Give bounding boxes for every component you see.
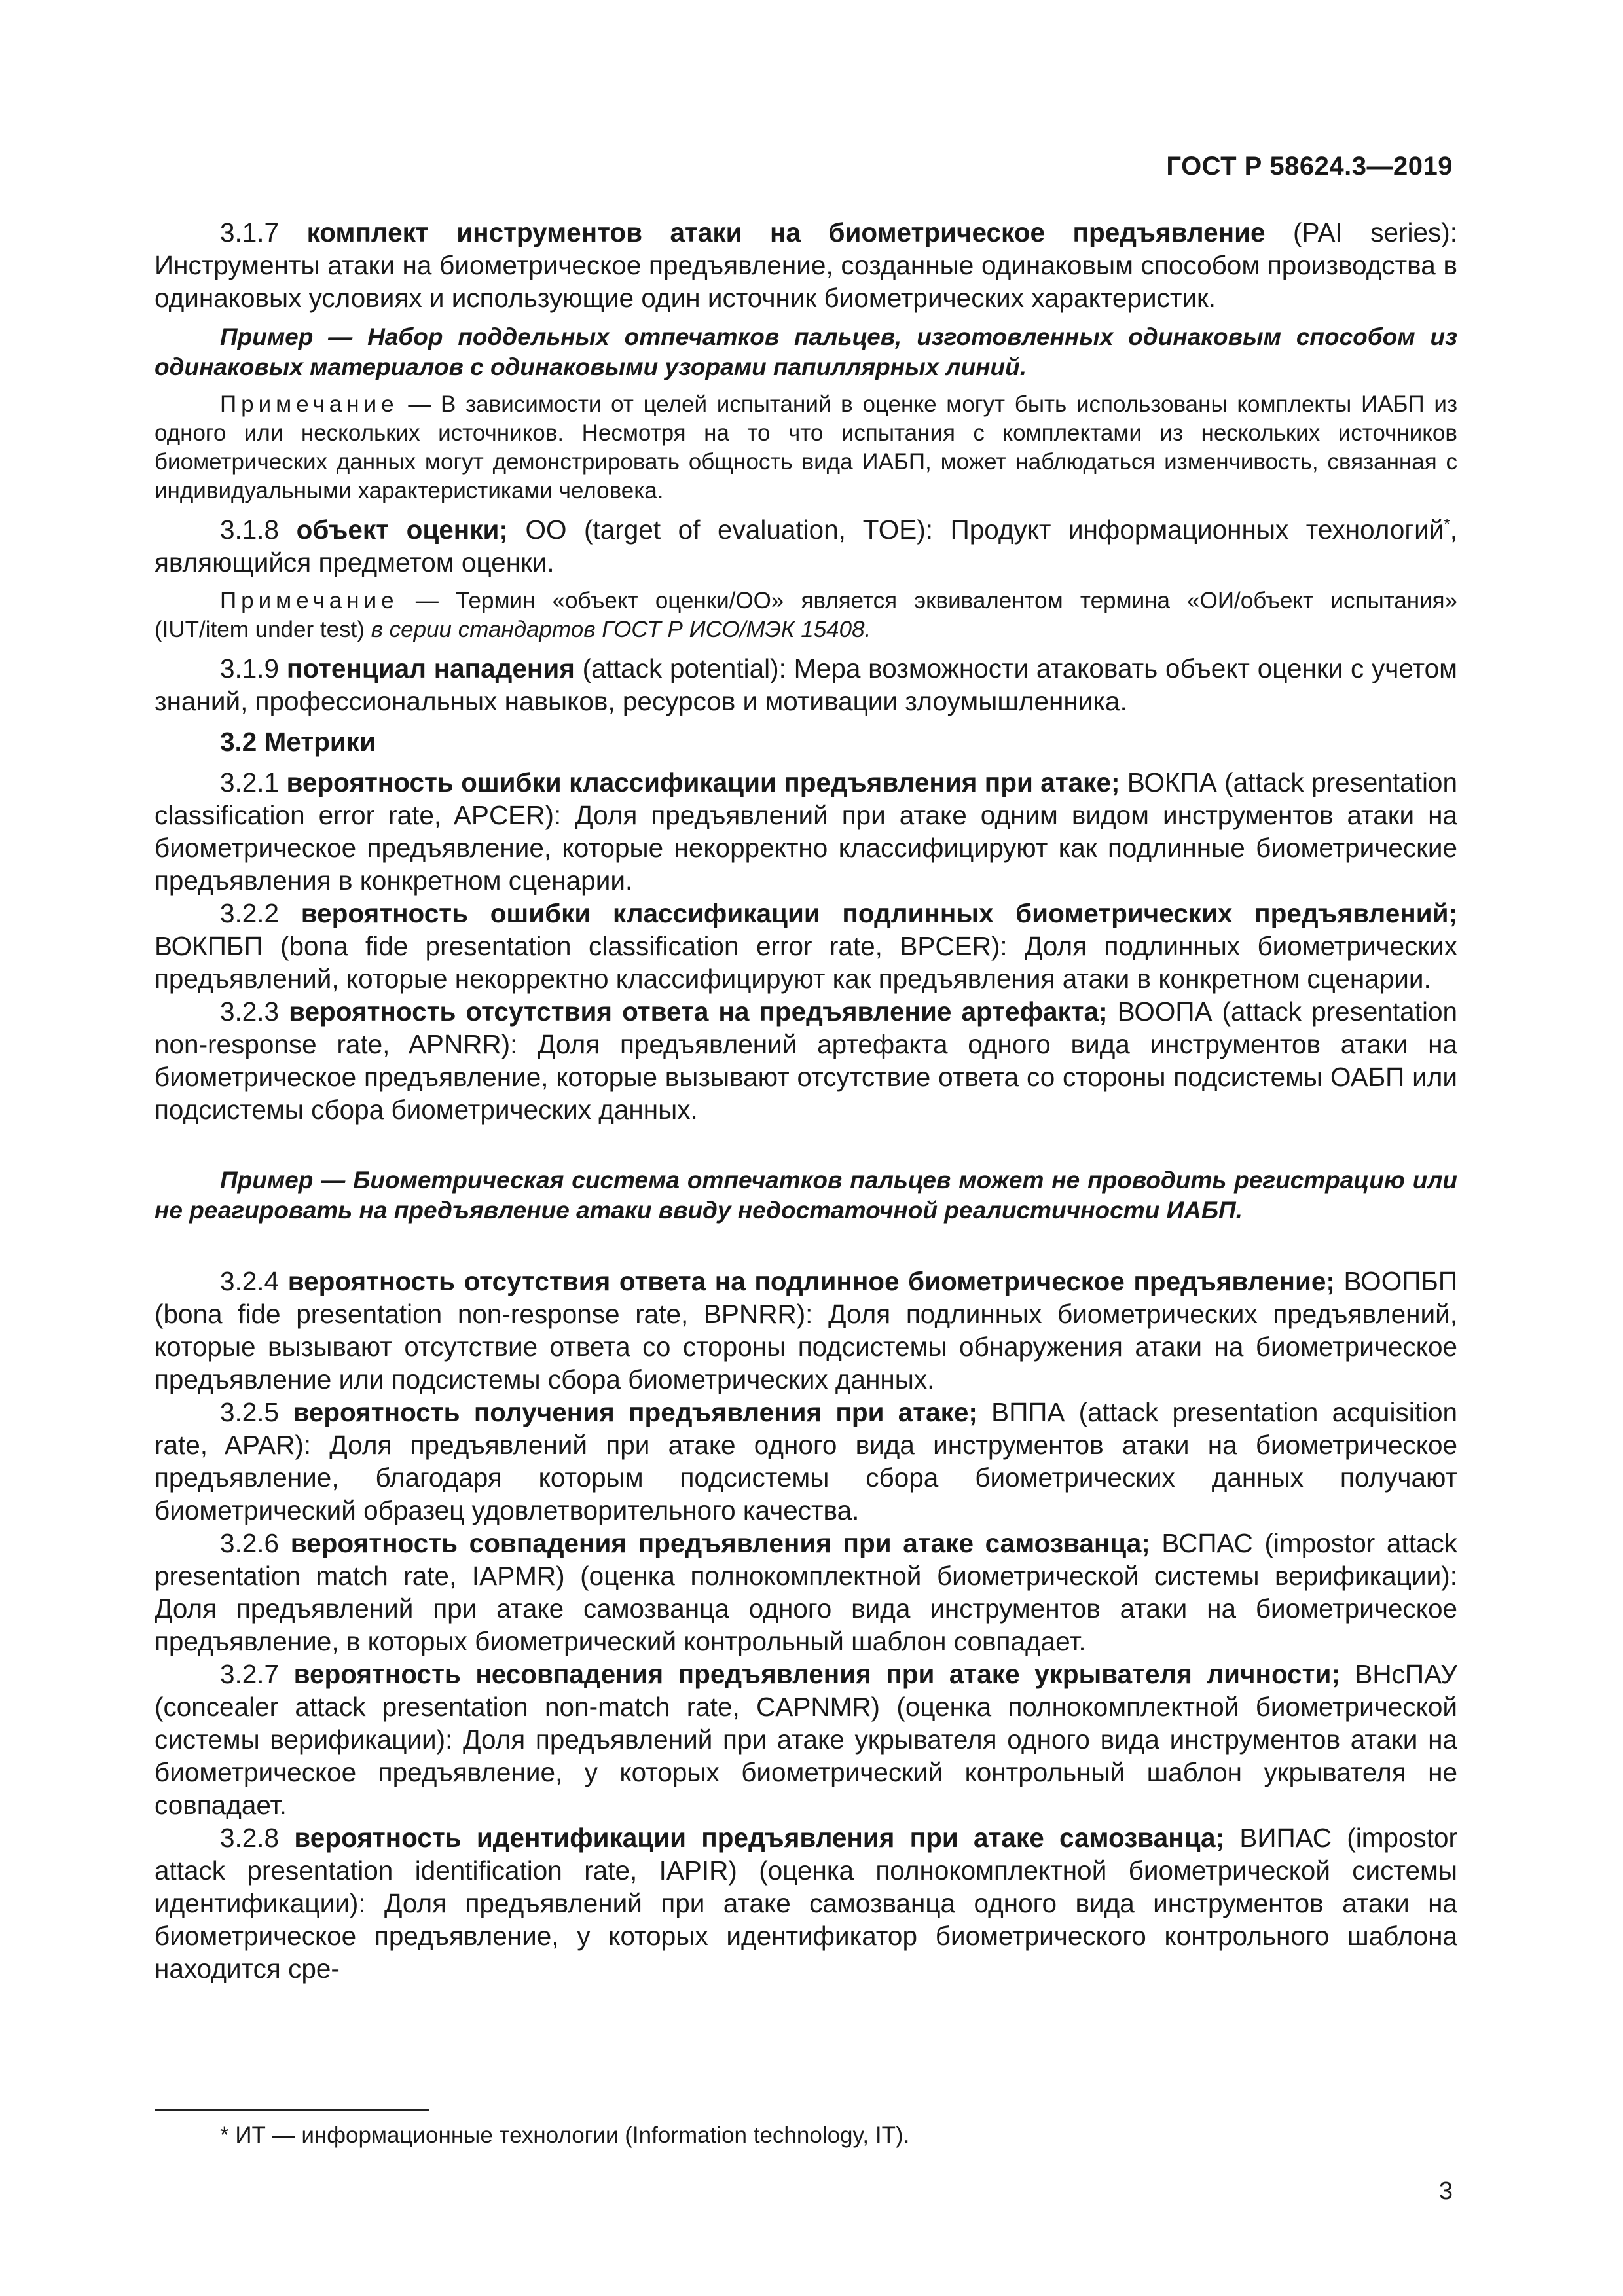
definition-text-3-2-5: ВППА (attack presentation acquisition rate, APAR): Доля предъявлений при атаке одного вида инструментов атаки на биометрическое предъявление, благодаря которым подсистемы сбора биометрических данных получают биометрический образец удовлетворительного качества. bbox=[155, 1397, 1457, 1525]
clause-number: 3.1.8 bbox=[220, 515, 280, 545]
definition-text-3-2-2: ВОКПБП (bona fide presentation classification error rate, BPCER): Доля подлинных биометрических предъявлений, которые некорректно классифицируют как предъявления атаки в конкретном сценарии. bbox=[155, 931, 1457, 994]
note-label: Примечание bbox=[220, 588, 399, 613]
definition-3-1-8 bbox=[155, 513, 1457, 579]
clause-number: 3.2.7 bbox=[220, 1659, 280, 1689]
clause-number: 3.2.8 bbox=[220, 1823, 280, 1853]
clause-number: 3.2.4 bbox=[220, 1266, 280, 1296]
definition-3-2-3 bbox=[155, 995, 1457, 1126]
term-3-2-1: вероятность ошибки классификации предъявления при атаке; bbox=[286, 767, 1120, 797]
term-3-2-4: вероятность отсутствия ответа на подлинное биометрическое предъявление; bbox=[287, 1266, 1335, 1296]
clause-number: 3.2.3 bbox=[220, 996, 280, 1027]
clause-number: 3.2.2 bbox=[220, 898, 280, 928]
definition-text-3-1-7: (PAI series): Инструменты атаки на биометрическое предъявление, созданные одинаковым способом производства в одинаковых условиях и использующие один источник биометрических характеристик. bbox=[155, 217, 1457, 313]
term-3-1-9: потенциал нападения bbox=[286, 653, 575, 683]
clause-number: 3.1.9 bbox=[220, 653, 280, 683]
example-3-1-7: Пример — Набор поддельных отпечатков пальцев, изготовленных одинаковым способом из одинаковых материалов с одинаковыми узорами папиллярных линий. bbox=[155, 323, 1457, 380]
term-3-1-8: объект оценки; bbox=[296, 515, 508, 545]
note-text-3-1-7: — В зависимости от целей испытаний в оценке могут быть использованы комплекты ИАБП из одного или нескольких источников. Несмотря на то что испытания с комплектами из нескольких источников биометрических данных могут демонстрировать общность вида ИАБП, может наблюдаться изменчивость, связанная с индивидуальными характеристиками человека. bbox=[155, 392, 1457, 503]
clause-number: 3.2.1 bbox=[220, 767, 280, 797]
example-3-2-3: Пример — Биометрическая система отпечатков пальцев может не проводить регистрацию или не реагировать на предъявление атаки ввиду недостаточной реалистичности ИАБП. bbox=[155, 1167, 1457, 1224]
definition-3-2-4 bbox=[155, 1265, 1457, 1396]
definition-text-3-2-1: ВОКПА (attack presentation classification error rate, APCER): Доля предъявлений при атаке одним видом инструментов атаки на биометрическое предъявление, которые некорректно классифицируют как подлинные биометрические предъявления в конкретном сценарии. bbox=[155, 767, 1457, 896]
definition-text-3-2-6: ВСПАС (impostor attack presentation match rate, IAPMR) (оценка полнокомплектной биометрической системы верификации): Доля предъявлений при атаке самозванца одного вида инструментов атаки на биометрическое предъявление, в которых биометрический контрольный шаблон совпадает. bbox=[155, 1528, 1457, 1656]
definition-text-3-1-8-a: ОО (target of evaluation, TOE): Продукт информационных технологий bbox=[507, 515, 1444, 545]
definition-text-3-1-8-b: , являющийся предметом оценки. bbox=[155, 515, 1457, 577]
definition-3-2-7 bbox=[155, 1658, 1457, 1821]
note-italic-3-1-8: в серии стандартов ГОСТ Р ИСО/МЭК 15408. bbox=[371, 617, 871, 642]
term-3-2-7: вероятность несовпадения предъявления при атаке укрывателя личности; bbox=[293, 1659, 1340, 1689]
note-3-1-7 bbox=[155, 390, 1457, 505]
definition-text-3-2-4: ВООПБП (bona fide presentation non-response rate, BPNRR): Доля подлинных биометрических предъявлений, которые вызывают отсутствие ответа со стороны подсистемы обнаружения атаки на биометрическое предъявление или подсистемы сбора биометрических данных. bbox=[155, 1266, 1457, 1394]
definition-3-2-6 bbox=[155, 1527, 1457, 1658]
footnote-marker: * bbox=[1444, 515, 1450, 534]
clause-number: 3.2.6 bbox=[220, 1528, 280, 1558]
term-3-2-3: вероятность отсутствия ответа на предъявление артефакта; bbox=[289, 996, 1108, 1027]
term-3-2-2: вероятность ошибки классификации подлинных биометрических предъявлений; bbox=[301, 898, 1457, 928]
definition-text-3-2-3: ВООПА (attack presentation non-response rate, APNRR): Доля предъявлений артефакта одного вида инструментов атаки на биометрическое предъявление, которые вызывают отсутствие ответа со стороны подсистемы ОАБП или подсистемы сбора биометрических данных. bbox=[155, 996, 1457, 1125]
clause-number: 3.1.7 bbox=[220, 217, 280, 247]
page-content bbox=[155, 216, 1457, 1985]
definition-3-2-8 bbox=[155, 1821, 1457, 1985]
note-label: Примечание bbox=[220, 392, 399, 417]
document-code-header: ГОСТ Р 58624.3—2019 bbox=[1166, 152, 1453, 181]
definition-3-1-9 bbox=[155, 652, 1457, 718]
note-3-1-8 bbox=[155, 587, 1457, 644]
definition-text-3-2-8: ВИПАС (impostor attack presentation identification rate, IAPIR) (оценка полнокомплектной биометрической системы идентификации): Доля предъявлений при атаке самозванца одного вида инструментов атаки на биометрическое предъявление, у которых идентификатор биометрического контрольного шаблона находится сре- bbox=[155, 1823, 1457, 1984]
definition-text-3-2-7: ВНсПАУ (concealer attack presentation non-match rate, CAPNMR) (оценка полнокомплектной биометрической системы верификации): Доля предъявлений при атаке укрывателя одного вида инструментов атаки на биометрическое предъявление, у которых биометрический контрольный шаблон укрывателя не совпадает. bbox=[155, 1659, 1457, 1820]
page-number: 3 bbox=[1438, 2178, 1453, 2205]
definition-3-2-2 bbox=[155, 897, 1457, 995]
clause-number: 3.2.5 bbox=[220, 1397, 280, 1427]
definition-3-2-5 bbox=[155, 1396, 1457, 1527]
term-3-2-8: вероятность идентификации предъявления при атаке самозванца; bbox=[294, 1823, 1225, 1853]
term-3-1-7: комплект инструментов атаки на биометрическое предъявление bbox=[306, 217, 1266, 247]
definition-text-3-1-9: (attack potential): Мера возможности атаковать объект оценки с учетом знаний, профессиональных навыков, ресурсов и мотивации злоумышленника. bbox=[155, 653, 1457, 716]
section-heading-3-2: 3.2 Метрики bbox=[220, 727, 376, 757]
term-3-2-5: вероятность получения предъявления при атаке; bbox=[293, 1397, 977, 1427]
definition-3-2-1 bbox=[155, 766, 1457, 897]
footnote: * ИТ — информационные технологии (Information technology, IT). bbox=[220, 2123, 910, 2148]
footnote-divider bbox=[155, 2109, 429, 2111]
definition-3-1-7 bbox=[155, 216, 1457, 314]
term-3-2-6: вероятность совпадения предъявления при атаке самозванца; bbox=[290, 1528, 1150, 1558]
note-text-3-1-8: — Термин «объект оценки/ОО» является эквивалентом термина «ОИ/объект испытания» (IUT/item under test) bbox=[155, 588, 1457, 642]
